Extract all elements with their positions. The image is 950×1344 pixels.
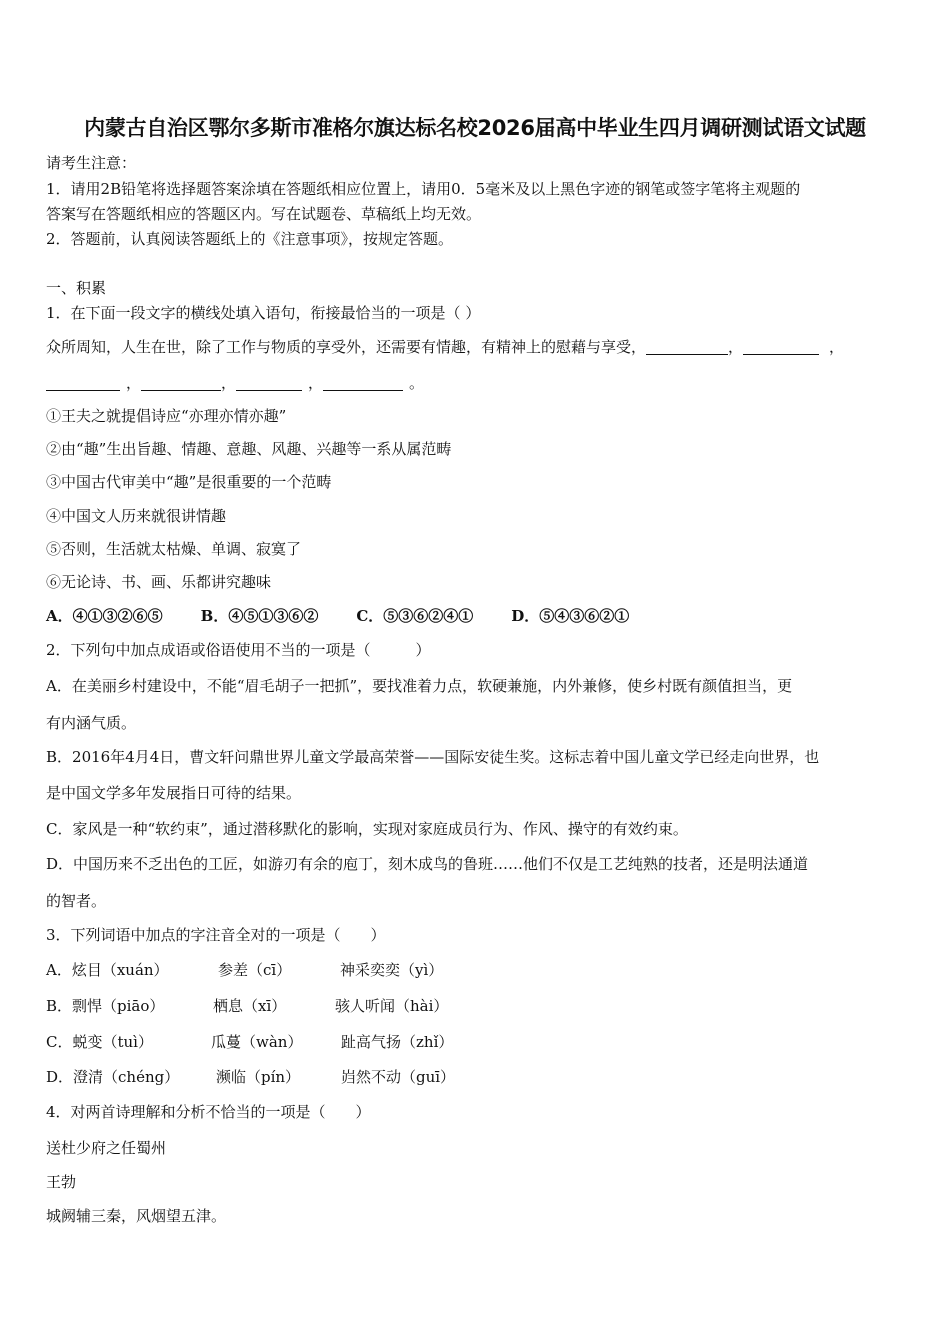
fill-blank <box>46 375 120 391</box>
q3-row <box>46 1066 455 1087</box>
q1-passage <box>46 336 844 357</box>
page-title: 内蒙古自治区鄂尔多斯市准格尔旗达标名校2026届高中毕业生四月调研测试语文试题 <box>84 116 866 140</box>
fill-blank <box>323 375 403 391</box>
q3-cell: C．蜕变（tuì） <box>46 1033 153 1051</box>
option-d[interactable]: D．⑤④③⑥②① <box>511 607 630 625</box>
q1-item: ⑤否则，生活就太枯燥、单调、寂寞了 <box>46 540 302 558</box>
fill-blank <box>141 375 221 391</box>
q3-stem: 3．下列词语中加点的字注音全对的一项是（ ） <box>46 926 386 944</box>
q3-cell: D．澄清（chéng） <box>46 1068 180 1086</box>
section-heading: 一、积累 <box>46 279 107 297</box>
q1-item: ①王夫之就提倡诗应“亦理亦情亦趣” <box>46 407 287 425</box>
fill-blank <box>743 339 819 355</box>
q1-comma: ， <box>221 374 237 392</box>
fill-blank <box>236 375 302 391</box>
q3-cell: 趾高气扬（zhǐ） <box>341 1033 454 1051</box>
q3-cell: 骇人听闻（hài） <box>335 997 449 1015</box>
notice-line-1b: 答案写在答题纸相应的答题区内。写在试题卷、草稿纸上均无效。 <box>46 205 482 223</box>
poem-line: 城阙辅三秦，风烟望五津。 <box>46 1207 227 1225</box>
q1-options <box>46 605 629 626</box>
q1-blanks-row <box>46 372 424 393</box>
q1-stem: 1．在下面一段文字的横线处填入语句，衔接最恰当的一项是（ ） <box>46 304 481 322</box>
q3-cell: 濒临（pín） <box>216 1068 301 1086</box>
fill-blank <box>646 339 728 355</box>
q1-comma: ， <box>126 374 142 392</box>
q2-option-d: D．中国历来不乏出色的工匠，如游刃有余的庖丁，刻木成鸟的鲁班……他们不仅是工艺纯熟的技者，还是明法通道 <box>46 855 809 873</box>
q2-stem: 2．下列句中加点成语或俗语使用不当的一项是（ ） <box>46 641 431 659</box>
q2-option-d-cont: 的智者。 <box>46 892 107 910</box>
q1-item: ⑥无论诗、书、画、乐都讲究趣味 <box>46 573 272 591</box>
q2-option-b-cont: 是中国文学多年发展指日可待的结果。 <box>46 784 302 802</box>
q1-comma: ， <box>829 338 845 356</box>
q3-cell: 瓜蔓（wàn） <box>211 1033 303 1051</box>
option-b[interactable]: B．④⑤①③⑥② <box>200 607 319 625</box>
q3-cell: 岿然不动（guī） <box>341 1068 456 1086</box>
q3-cell: 参差（cī） <box>218 961 292 979</box>
q2-option-a: A．在美丽乡村建设中，不能“眉毛胡子一把抓”，要找准着力点，软硬兼施，内外兼修，使乡村既有颜值担当，更 <box>46 677 793 695</box>
q2-option-a-cont: 有内涵气质。 <box>46 714 137 732</box>
q3-cell: 栖息（xī） <box>213 997 287 1015</box>
notice-line-2: 2．答题前，认真阅读答题纸上的《注意事项》，按规定答题。 <box>46 230 454 248</box>
q4-stem: 4．对两首诗理解和分析不恰当的一项是（ ） <box>46 1103 371 1121</box>
q1-passage-text: 众所周知，人生在世，除了工作与物质的享受外，还需要有情趣，有精神上的慰藉与享受， <box>46 338 647 356</box>
notice-heading: 请考生注意： <box>46 154 137 172</box>
q1-comma: ， <box>308 374 324 392</box>
q3-row <box>46 959 443 980</box>
q3-cell: 神采奕奕（yì） <box>340 961 444 979</box>
q1-item: ③中国古代审美中“趣”是很重要的一个范畴 <box>46 473 332 491</box>
option-c[interactable]: C．⑤③⑥②④① <box>356 607 474 625</box>
notice-line-1a: 1．请用2B铅笔将选择题答案涂填在答题纸相应位置上，请用0．5毫米及以上黑色字迹的钢笔或签字笔将主观题的 <box>46 180 801 198</box>
q1-item: ②由“趣”生出旨趣、情趣、意趣、风趣、兴趣等一系从属范畴 <box>46 440 452 458</box>
q3-cell: A．炫目（xuán） <box>46 961 169 979</box>
poem-title: 送杜少府之任蜀州 <box>46 1139 167 1157</box>
poem-author: 王勃 <box>46 1173 77 1191</box>
q1-period: 。 <box>409 374 425 392</box>
q2-option-c: C．家风是一种“软约束”，通过潜移默化的影响，实现对家庭成员行为、作风、操守的有效约束。 <box>46 820 688 838</box>
q3-row <box>46 995 448 1016</box>
q3-row <box>46 1031 453 1052</box>
q3-cell: B．剽悍（piāo） <box>46 997 165 1015</box>
option-a[interactable]: A．④①③②⑥⑤ <box>46 607 163 625</box>
q2-option-b: B．2016年4月4日，曹文轩问鼎世界儿童文学最高荣誉——国际安徒生奖。这标志着中国儿童文学已经走向世界，也 <box>46 748 820 766</box>
q1-item: ④中国文人历来就很讲情趣 <box>46 507 227 525</box>
q1-comma: ， <box>728 338 744 356</box>
